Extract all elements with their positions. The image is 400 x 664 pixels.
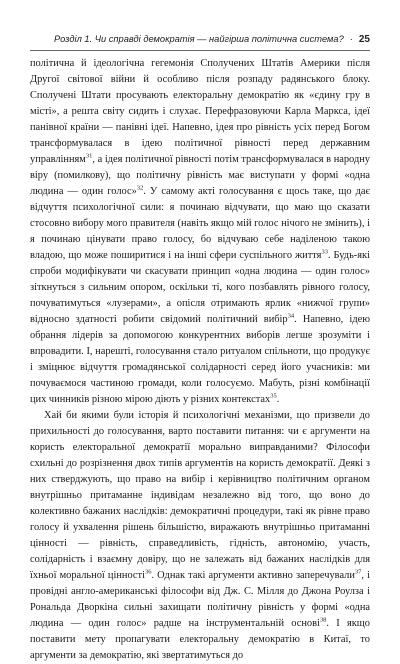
page-number: 25 <box>358 33 370 45</box>
running-header <box>30 28 370 51</box>
footnote-ref[interactable]: 32 <box>136 184 144 192</box>
text-run: . Будь-які спроби модифікувати чи скасувати принцип «одна людина — один голос» зіткнуться з сильним опором, оскільки ті, кого позбавлять рівного голосу, почуватимуться «лузерами», а опісля отримають ярлик «нижчої групи» відносно здатності робити свідомий політичний вибір <box>30 250 370 325</box>
paragraph <box>30 408 370 664</box>
footnote-ref[interactable]: 33 <box>321 248 328 256</box>
text-run: . Напевно, ідею обрання лідерів за допомогою конкурентних виборів легше зрозуміти і впровадити. І, нарешті, голосування стало ритуалом спільноти, що продукує і зміцнює відчуття громадянської солідарності серед його учасників: ми почуваємося частиною громади, коли голосуємо. Мабуть, різні комбінації цих чинників різною мірою діють у різних контекстах <box>30 314 370 405</box>
text-run: . <box>276 394 280 405</box>
footnote-ref[interactable]: 31 <box>85 152 93 160</box>
footnote-ref[interactable]: 34 <box>287 312 295 320</box>
footnote-ref[interactable]: 36 <box>144 568 152 576</box>
header-separator: · <box>349 34 353 44</box>
text-run: . І якщо поставити мету пропагувати електоральну демократію в Китаї, то аргументи за демократію, які звертатимуться до <box>30 618 371 661</box>
footnote-ref[interactable]: 35 <box>270 392 277 400</box>
text-run: Хай би якими були історія й психологічні механізми, що призвели до прихильності до голосування, варто поставити питання: чи є аргументи на користь електоральної демократії морально виправданими? Філософи схильні до розрізнення двох типів аргументів на користь демократії. Деякі з них стверджують, що право на вибір і керівництво політичним органом внутрішньо притаманне індивідам незалежно від того, що воно до колективно бажаних наслідків: демократичні процедури, такі як рівне право голосу й ухвалення рішень більшістю, виражають внутрішньо притаманні цінності — рівність, справедливість, гідність, автономію, участь, солідарність і взаємну довіру, що не залежать від бажаних наслідків для їхньої моральної цінності <box>30 410 370 581</box>
paragraph <box>30 56 370 408</box>
footnote-ref[interactable]: 37 <box>354 568 362 576</box>
text-run: , і провідні англо-американські філософи від Дж. С. Мілля до Джона Роулза і Рональда Дворкіна сильні захищати політичну рівність у формі «одна людина — один голос» радше на інструментальній основі <box>30 570 370 629</box>
chapter-title: Розділ 1. Чи справді демократія — найгірша політична система? <box>54 34 344 44</box>
text-run: політична й ідеологічна гегемонія Сполучених Штатів Америки після Другої світової війни й особливо після розпаду радянського блоку. Сполучені Штати просувають електоральну демократію як «єдину гру в місті», а решта світу сидить і слухає. Перефразовуючи Карла Маркса, ідеї панівної країни — панівні ідеї. Напевно, ідея про рівність усіх перед Богом трансформувалася в ідею політичної рівності перед державним управлінням <box>30 58 370 165</box>
text-run: . У самому акті голосування є щось таке, що дає відчуття психологічної сили: я починаю відчувати, що маю що сказати стосовно вибору мого правителя (навіть якщо мій голос нічого не змінить), і я починаю цінувати право голосу, бо відчуваю себе наділеною такою владою, що може поширитися і на інші сфери суспільного життя <box>30 186 371 261</box>
text-run: , а ідея політичної рівності потім трансформувалася в народну віру (помилкову), що політичну рівність має виступати у формі «одна людина — один голос» <box>30 154 370 197</box>
body-text <box>30 56 370 664</box>
text-run: . Однак такі аргументи активно заперечували <box>151 570 355 581</box>
footnote-ref[interactable]: 38 <box>319 616 327 624</box>
